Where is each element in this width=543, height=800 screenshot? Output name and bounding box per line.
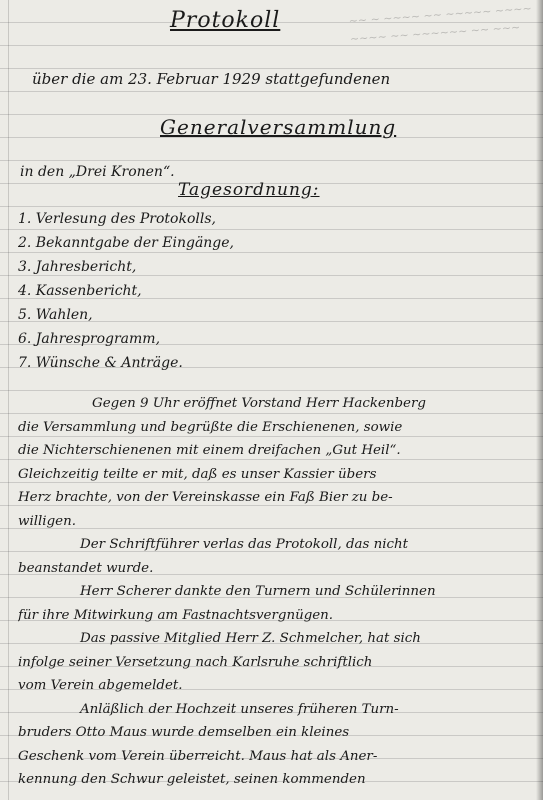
meeting-heading: Generalversammlung [160, 115, 397, 139]
agenda-item: 5. Wahlen, [18, 307, 93, 323]
margin-rule [8, 0, 9, 800]
body-line: Gleichzeitig teilte er mit, daß es unser Kassier übers [18, 466, 377, 482]
body-line: die Nichterschienenen mit einem dreifachen „Gut Heil“. [18, 443, 401, 458]
page-edge-shadow [536, 0, 543, 800]
body-line: bruders Otto Maus wurde demselben ein kleines [18, 725, 350, 740]
body-line: infolge seiner Versetzung nach Karlsruhe schriftlich [18, 654, 373, 670]
body-line: willigen. [18, 513, 76, 529]
body-line: Der Schriftführer verlas das Protokoll, das nicht [80, 537, 409, 552]
body-line: Gegen 9 Uhr eröffnet Vorstand Herr Hackenberg [92, 396, 426, 411]
minutes-body [18, 392, 533, 792]
agenda-title: Tagesordnung: [178, 180, 320, 200]
agenda-item: 4. Kassenbericht, [18, 283, 142, 299]
agenda-item: 2. Bekanntgabe der Eingänge, [18, 235, 235, 251]
agenda-list [18, 207, 234, 375]
body-line: vom Verein abgemeldet. [18, 678, 183, 693]
body-line: Anläßlich der Hochzeit unseres früheren Turn- [80, 701, 399, 717]
body-line: beanstandet wurde. [18, 560, 154, 576]
body-line: Herz brachte, von der Vereinskasse ein Faß Bier zu be- [18, 490, 393, 505]
body-line: Geschenk vom Verein überreicht. Maus hat als Aner- [18, 748, 378, 764]
bleed-through-text: ~~ ~ ~~~~ ~~ ~~~~~ ~~~~ ~~~~ ~~ ~~~~~~ ~~ ~~~ [348, 1, 533, 46]
meeting-location: in den „Drei Kronen“. [20, 164, 175, 180]
agenda-item: 3. Jahresbericht, [18, 259, 137, 275]
body-line: kennung den Schwur geleistet, seinen kommenden [18, 772, 366, 787]
agenda-item: 6. Jahresprogramm, [18, 331, 161, 347]
agenda-item: 1. Verlesung des Protokolls, [18, 211, 216, 227]
body-line: Herr Scherer dankte den Turnern und Schülerinnen [80, 584, 436, 599]
body-line: die Versammlung und begrüßte die Erschienenen, sowie [18, 419, 403, 435]
body-line: Das passive Mitglied Herr Z. Schmelcher, hat sich [80, 631, 421, 646]
document-subtitle: über die am 23. Februar 1929 stattgefundenen [32, 70, 391, 88]
document-title: Protokoll [170, 8, 281, 33]
agenda-item: 7. Wünsche & Anträge. [18, 355, 183, 371]
body-line: für ihre Mitwirkung am Fastnachtsvergnügen. [18, 607, 334, 623]
